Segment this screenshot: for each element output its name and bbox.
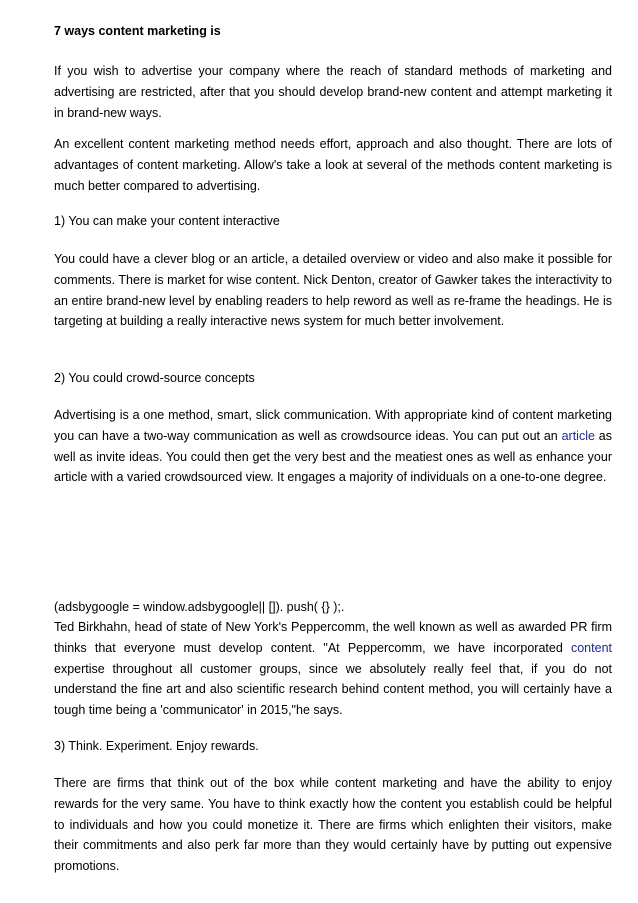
peppercomm-text-end: expertise throughout all customer groups, since we absolutely really feel that, if you do not understand the fine art and also scientific research behind content method, you will certainly have a tough time being a 'communicator' in 2015,"he says. <box>54 661 612 718</box>
peppercomm-text-start: Ted Birkhahn, head of state of New York's Peppercomm, the well known as well as awarded PR firm thinks that everyone must develop content. "At Peppercomm, we have incorporated <box>54 620 612 655</box>
article-link[interactable]: article <box>561 428 595 443</box>
crowdsource-text-start: Advertising is a one method, smart, slick communication. With appropriate kind of content marketing you can have a two-way communication as well as crowdsource ideas. You can put out an <box>54 408 612 443</box>
intro-paragraph: If you wish to advertise your company where the reach of standard methods of marketing and advertising are restricted, after that you should develop brand-new content and attempt marketing it in brand-new ways. <box>54 64 612 120</box>
rewards-paragraph: There are firms that think out of the box while content marketing and have the ability to enjoy rewards for the very same. You have to think exactly how the content you establish could be helpful to individuals and how you could monetize it. There are firms which enlighten their visitors, make their commitments and also perk far more than they would certainly have by putting out expensive promotions. <box>54 776 612 874</box>
content-link[interactable]: content <box>570 640 612 655</box>
crowdsource-paragraph <box>54 405 612 488</box>
peppercomm-paragraph <box>54 617 612 721</box>
section-heading-rewards: 3) Think. Experiment. Enjoy rewards. <box>54 739 259 753</box>
crowdsource-text-end: as well as invite ideas. You could then get the very best and the meatiest ones as well as enhance your article with a varied crowdsourced view. It engages a majority of individuals on a one-to-one degree. <box>54 428 612 485</box>
page-title: 7 ways content marketing is <box>54 24 221 38</box>
method-paragraph: An excellent content marketing method needs effort, approach and also thought. There are lots of advantages of content marketing. Allow's take a look at several of the methods content marketing is much better compared to advertising. <box>54 137 612 193</box>
ads-script-line: (adsbygoogle = window.adsbygoogle|| []). push( {} );. <box>54 600 345 614</box>
section-heading-crowdsource: 2) You could crowd-source concepts <box>54 371 255 385</box>
section-heading-interactive: 1) You can make your content interactive <box>54 214 280 228</box>
interactive-paragraph: You could have a clever blog or an article, a detailed overview or video and also make it possible for comments. There is market for wise content. Nick Denton, creator of Gawker takes the interactivity to an entire brand-new level by enabling readers to help reword as well as re-frame the headings. He is targeting at building a really interactive news system for much better involvement. <box>54 252 612 329</box>
